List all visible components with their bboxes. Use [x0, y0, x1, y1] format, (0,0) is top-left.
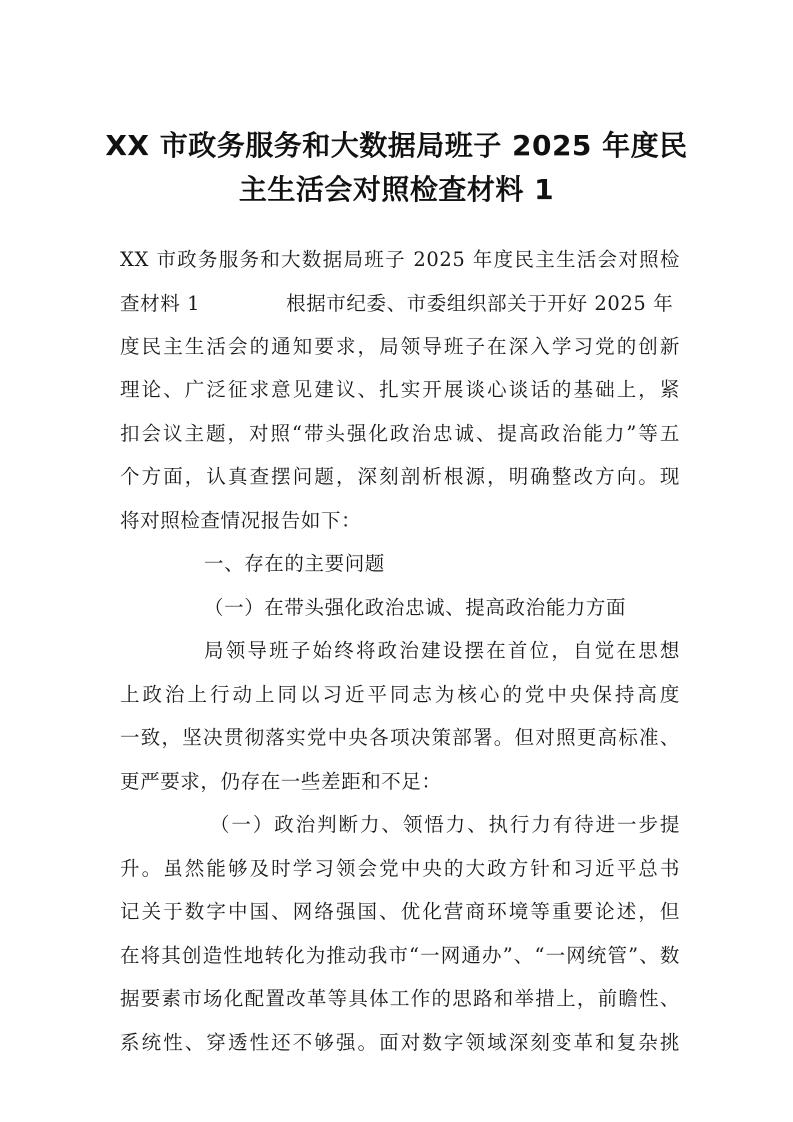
paragraph-1-line-1: XX 市政务服务和大数据局班子 2025 年度民主生活会对照检 — [120, 248, 680, 271]
paragraph-3-line-1: （一）政治判断力、领悟力、执行力有待进一步提 — [210, 813, 680, 836]
paragraph-2-line-3: 一致，坚决贯彻落实党中央各项决策部署。但对照更高标准、 — [120, 726, 680, 749]
paragraph-3-line-3: 记关于数字中国、网络强国、优化营商环境等重要论述，但 — [120, 900, 680, 923]
paragraph-1-line-2 — [120, 290, 680, 318]
document-title-line-1: XX 市政务服务和大数据局班子 2025 年度民 — [105, 129, 688, 162]
paragraph-3-line-6: 系统性、穿透性还不够强。面对数字领域深刻变革和复杂挑 — [120, 1031, 680, 1054]
paragraph-1-line-4: 理论、广泛征求意见建议、扎实开展谈心谈话的基础上，紧 — [120, 378, 680, 401]
paragraph-1-line-6: 个方面，认真查摆问题，深刻剖析根源，明确整改方向。现 — [120, 465, 680, 488]
paragraph-1-line-7: 将对照检查情况报告如下： — [120, 509, 362, 532]
section-heading-1: 一、存在的主要问题 — [204, 552, 385, 575]
paragraph-1-line-2-start: 查材料 1 — [120, 292, 201, 315]
paragraph-3-line-2: 升。虽然能够及时学习领会党中央的大政方针和习近平总书 — [120, 857, 680, 880]
document-title-line-2: 主生活会对照检查材料 1 — [238, 173, 555, 206]
paragraph-1-line-2-end: 根据市纪委、市委组织部关于开好 2025 年 — [286, 292, 674, 315]
paragraph-2-line-2: 上政治上行动上同以习近平同志为核心的党中央保持高度 — [120, 683, 680, 706]
paragraph-1-line-5: 扣会议主题，对照“带头强化政治忠诚、提高政治能力”等五 — [120, 422, 680, 445]
paragraph-1-line-3: 度民主生活会的通知要求，局领导班子在深入学习党的创新 — [120, 335, 680, 358]
subsection-heading-1: （一）在带头强化政治忠诚、提高政治能力方面 — [204, 596, 627, 619]
paragraph-3-line-5: 据要素市场化配置改革等具体工作的思路和举措上，前瞻性、 — [120, 987, 680, 1010]
paragraph-3-line-4: 在将其创造性地转化为推动我市“一网通办”、“一网统管”、数 — [120, 944, 680, 967]
paragraph-2-line-1: 局领导班子始终将政治建设摆在首位，自觉在思想 — [204, 639, 680, 662]
paragraph-2-line-4: 更严要求，仍存在一些差距和不足： — [120, 770, 442, 793]
